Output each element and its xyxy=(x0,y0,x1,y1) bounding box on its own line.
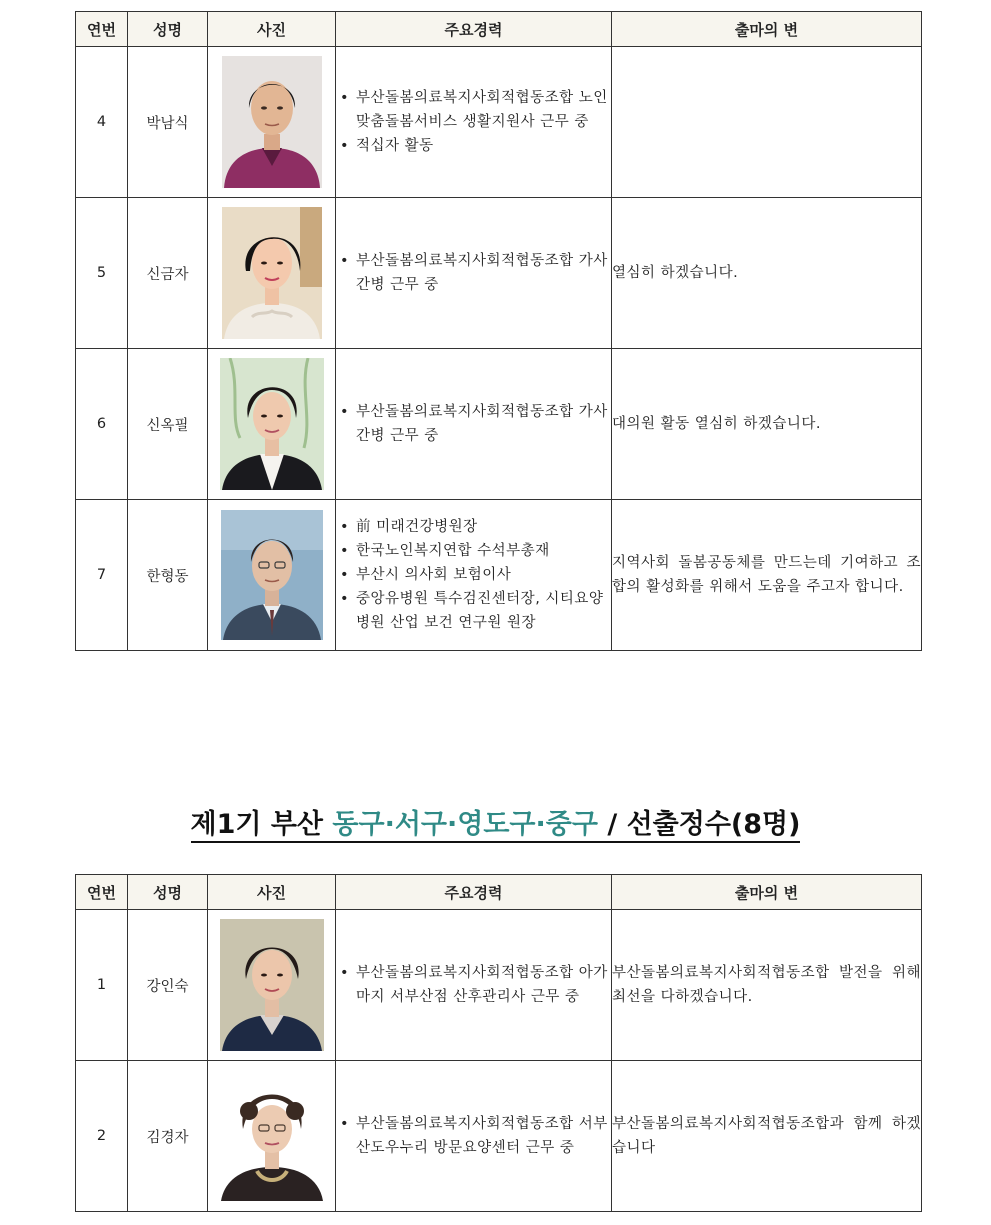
candidate-number: 6 xyxy=(76,349,128,500)
career-cell xyxy=(336,198,612,349)
header-career: 주요경력 xyxy=(336,875,612,910)
career-cell xyxy=(336,47,612,198)
career-item: • 부산시 의사회 보험이사 xyxy=(356,563,611,587)
career-cell xyxy=(336,1061,612,1212)
candidate-photo-cell xyxy=(208,500,336,651)
candidate-number: 4 xyxy=(76,47,128,198)
section-title-underline xyxy=(191,809,801,843)
section-title xyxy=(0,802,991,841)
candidate-photo xyxy=(220,358,324,490)
career-list xyxy=(336,249,611,297)
candidate-photo-cell xyxy=(208,349,336,500)
speech-cell: 부산돌봄의료복지사회적협동조합과 함께 하겠습니다 xyxy=(612,1061,922,1212)
speech-cell: 열심히 하겠습니다. xyxy=(612,198,922,349)
candidate-name: 박남식 xyxy=(128,47,208,198)
table-header-row xyxy=(76,875,922,910)
candidate-photo-cell xyxy=(208,47,336,198)
table-row xyxy=(76,1061,922,1212)
section-title-prefix: 제1기 부산 xyxy=(190,809,324,840)
candidate-photo xyxy=(222,56,322,188)
career-cell xyxy=(336,349,612,500)
career-item: • 부산돌봄의료복지사회적협동조합 가사간병 근무 중 xyxy=(356,249,611,297)
candidate-photo xyxy=(220,919,324,1051)
candidate-photo xyxy=(222,207,322,339)
table-row xyxy=(76,500,922,651)
career-cell xyxy=(336,910,612,1061)
career-item: • 적십자 활동 xyxy=(356,134,611,158)
candidate-table-2 xyxy=(75,874,922,1212)
header-name: 성명 xyxy=(128,875,208,910)
speech-cell: 부산돌봄의료복지사회적협동조합 발전을 위해 최선을 다하겠습니다. xyxy=(612,910,922,1061)
header-speech: 출마의 변 xyxy=(612,875,922,910)
candidate-photo-cell xyxy=(208,198,336,349)
table-row xyxy=(76,198,922,349)
candidate-name: 신금자 xyxy=(128,198,208,349)
header-no: 연번 xyxy=(76,875,128,910)
career-item: • 부산돌봄의료복지사회적협동조합 노인맞춤돌봄서비스 생활지원사 근무 중 xyxy=(356,86,611,134)
table-row xyxy=(76,349,922,500)
candidate-name: 김경자 xyxy=(128,1061,208,1212)
career-item: • 부산돌봄의료복지사회적협동조합 아가마지 서부산점 산후관리사 근무 중 xyxy=(356,961,611,1009)
candidate-photo-cell xyxy=(208,1061,336,1212)
candidate-name: 신옥필 xyxy=(128,349,208,500)
table-header-row xyxy=(76,12,922,47)
career-list xyxy=(336,961,611,1009)
header-career: 주요경력 xyxy=(336,12,612,47)
career-list xyxy=(336,1112,611,1160)
speech-cell: 지역사회 돌봄공동체를 만드는데 기여하고 조합의 활성화를 위해서 도움을 주고자 합니다. xyxy=(612,500,922,651)
career-item: • 부산돌봄의료복지사회적협동조합 서부산도우누리 방문요양센터 근무 중 xyxy=(356,1112,611,1160)
candidate-name: 한형동 xyxy=(128,500,208,651)
table-row xyxy=(76,47,922,198)
career-cell xyxy=(336,500,612,651)
candidate-number: 2 xyxy=(76,1061,128,1212)
header-photo: 사진 xyxy=(208,12,336,47)
candidate-photo xyxy=(219,1071,325,1201)
header-photo: 사진 xyxy=(208,875,336,910)
career-item: • 중앙유병원 특수검진센터장, 시티요양병원 산업 보건 연구원 원장 xyxy=(356,587,611,635)
candidate-photo xyxy=(221,510,323,640)
career-list xyxy=(336,86,611,158)
table-row xyxy=(76,910,922,1061)
career-list xyxy=(336,400,611,448)
candidate-table-1 xyxy=(75,11,922,651)
career-list xyxy=(336,515,611,635)
candidate-number: 5 xyxy=(76,198,128,349)
speech-cell: 대의원 활동 열심히 하겠습니다. xyxy=(612,349,922,500)
speech-cell xyxy=(612,47,922,198)
section-title-region: 동구·서구·영도구·중구 xyxy=(332,809,598,840)
career-item: • 前 미래건강병원장 xyxy=(356,515,611,539)
candidate-photo-cell xyxy=(208,910,336,1061)
header-speech: 출마의 변 xyxy=(612,12,922,47)
header-name: 성명 xyxy=(128,12,208,47)
career-item: • 부산돌봄의료복지사회적협동조합 가사간병 근무 중 xyxy=(356,400,611,448)
candidate-name: 강인숙 xyxy=(128,910,208,1061)
candidate-number: 1 xyxy=(76,910,128,1061)
header-no: 연번 xyxy=(76,12,128,47)
candidate-number: 7 xyxy=(76,500,128,651)
section-title-suffix: / 선출정수(8명) xyxy=(607,809,801,840)
career-item: • 한국노인복지연합 수석부총재 xyxy=(356,539,611,563)
